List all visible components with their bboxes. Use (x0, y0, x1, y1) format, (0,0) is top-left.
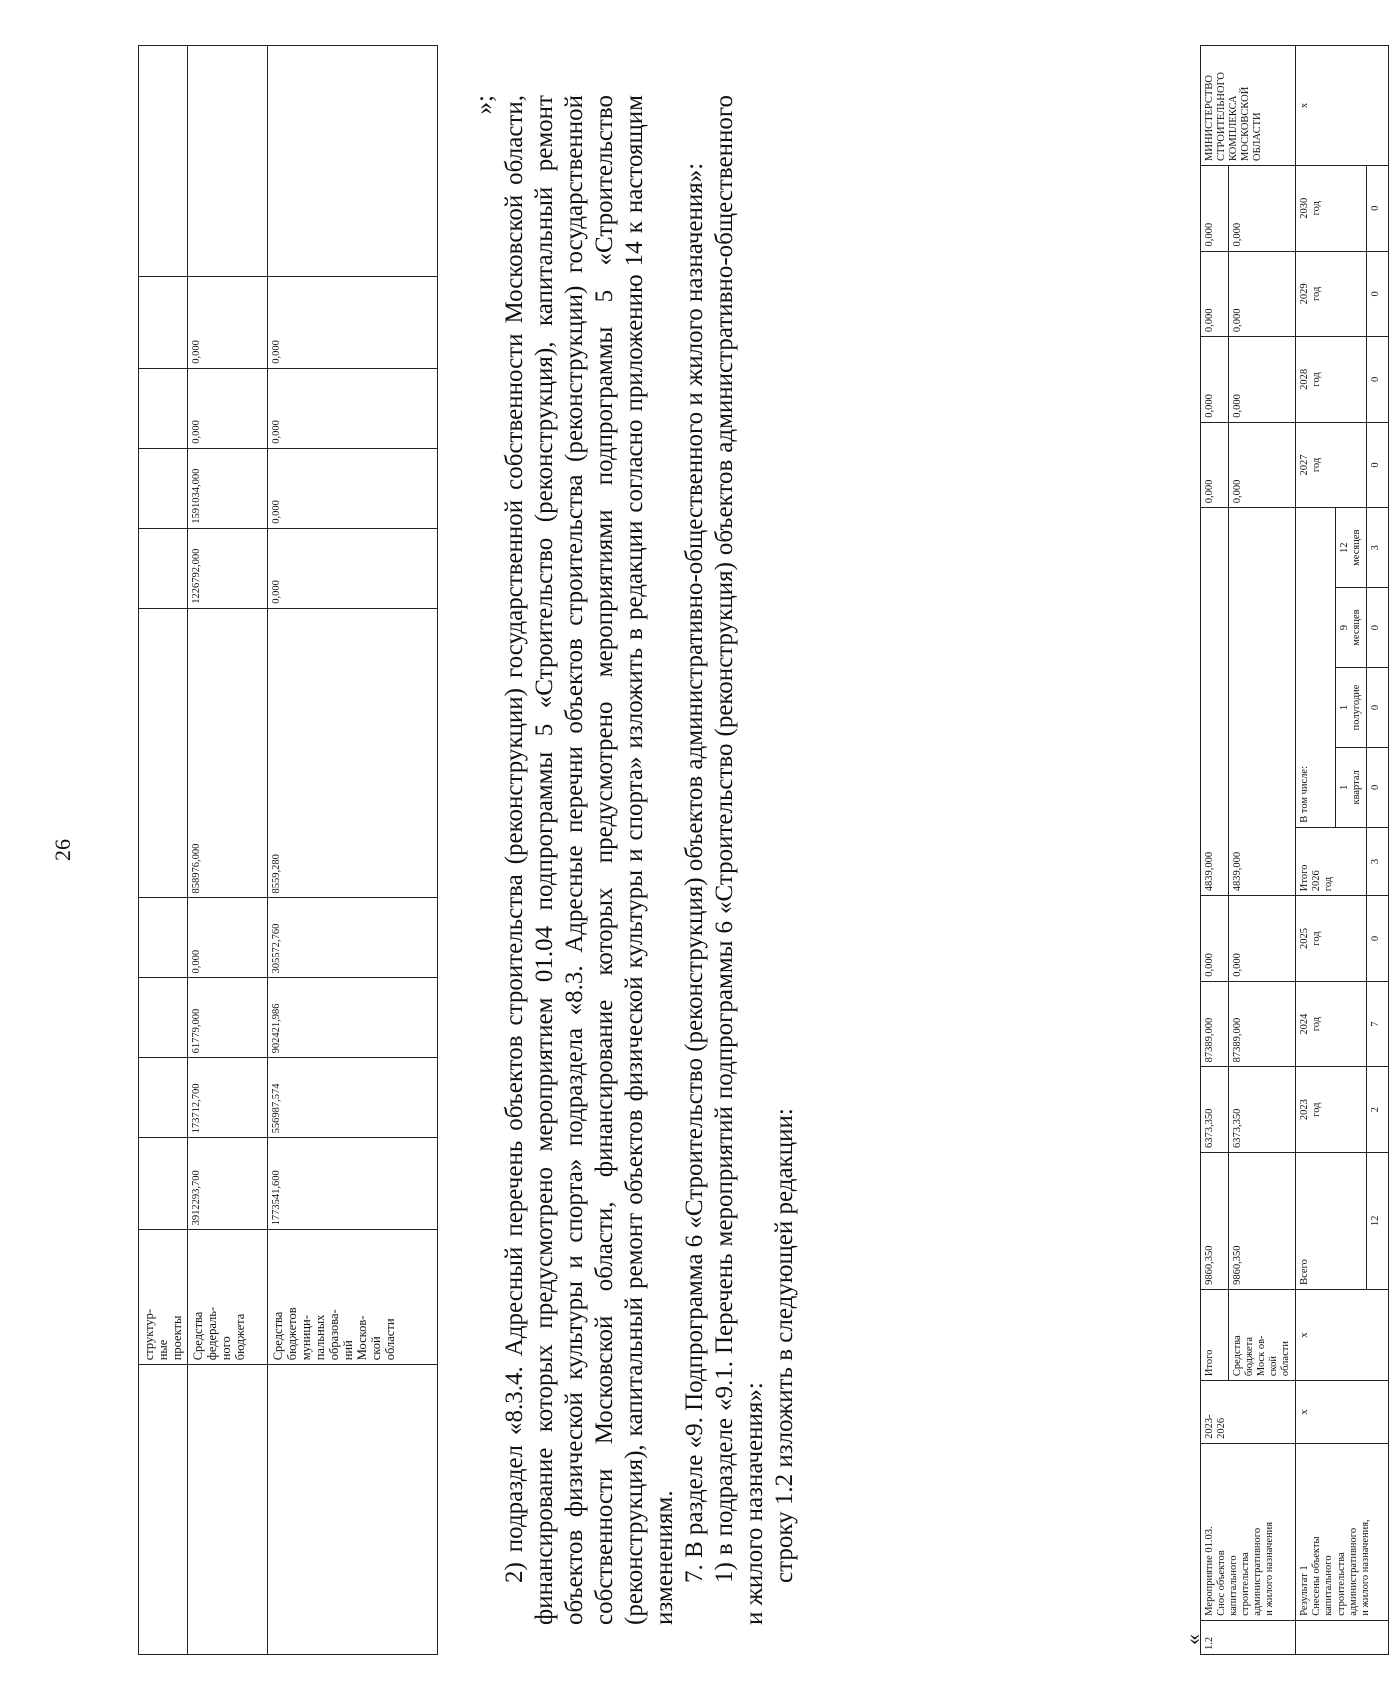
cell-value: 0,000 (1201, 165, 1229, 251)
cell-value: 0,000 (1229, 337, 1296, 423)
cell-value: 0,000 (1229, 422, 1296, 508)
cell-value: 0,000 (1201, 896, 1229, 982)
table-row (268, 46, 438, 1655)
header-cell: 2027 год (1296, 422, 1367, 508)
header-cell: 2030 год (1296, 165, 1367, 251)
table-row (1201, 46, 1229, 1655)
cell-value: 0,000 (1201, 251, 1229, 337)
cell-value: 87389,000 (1229, 981, 1296, 1067)
cell-value: 2 (1367, 1067, 1389, 1153)
cell-value: 8559,280 (268, 608, 438, 898)
result-label: Результат 1 Снесены объекты капитального строительства административного и жилого назначения, (1296, 1443, 1389, 1620)
row-label-struct: структур- ные проекты (139, 1230, 188, 1365)
cell-value: 173712,700 (188, 1058, 268, 1138)
header-cell: 1 полугодие (1336, 668, 1367, 748)
header-cell: 1 квартал (1336, 747, 1367, 827)
top-financing-table (138, 45, 438, 1655)
open-quote: « (1180, 1634, 1205, 1645)
x-mark: x (1296, 1381, 1389, 1444)
total-label: Итого (1201, 1289, 1229, 1380)
row-label-federal: Средства федераль- ного бюджета (188, 1230, 268, 1365)
cell-value: 858976,000 (188, 608, 268, 898)
cell-value: 0 (1367, 165, 1389, 251)
cell-value: 61779,000 (188, 978, 268, 1058)
paragraph: 2) подраздел «8.3.4. Адресный перечень объектов строительства (реконструкции) государственной собственности Московской области, финансирование которых предусмотрено мероприятием 01.04 подпрограммы 5 «Строительство (реконструкция), капитальный ремонт объектов физической культуры и спорта» подраздела «8.3. Адресные перечни объектов строительства (реконструкции) государственной собственности Московской области, финансирование которых предусмотрено мероприятиями подпрограммы 5 «Строительство (реконструкция), капитальный ремонт объектов физической культуры и спорта» изложить в редакции согласно приложению 14 к настоящим изменениям. (501, 95, 678, 1625)
table-row (1296, 46, 1336, 1655)
cell-value: 0,000 (188, 368, 268, 448)
paragraph: 1) в подразделе «9.1. Перечень мероприятий подпрограммы 6 «Строительство (реконструкция) объектов административно-общественного и жилого назначения»: (711, 95, 768, 1625)
cell-value: 87389,000 (1201, 981, 1229, 1067)
x-mark: x (1296, 1289, 1389, 1380)
header-cell: Всего (1296, 1152, 1367, 1289)
cell-value: 0,000 (1201, 422, 1229, 508)
close-quote: »; (471, 95, 498, 115)
row-number: 1.2 (1201, 1620, 1296, 1654)
cell-value: 6373,350 (1229, 1067, 1296, 1153)
cell-value: 0 (1367, 668, 1389, 748)
table-row (188, 46, 268, 1655)
paragraph: 7. В разделе «9. Подпрограмма 6 «Строительство (реконструкция) объектов административно-общественного и жилого назначения»: (681, 162, 708, 1583)
x-mark: x (1296, 46, 1389, 166)
cell-value: 0,000 (188, 276, 268, 368)
cell-value: 1591034,000 (188, 448, 268, 528)
measure-name: Мероприятие 01.03. Снос объектов капитального строительства административного и жилого назначения (1201, 1443, 1296, 1620)
cell-value: 0 (1367, 588, 1389, 668)
body-text (470, 95, 800, 1625)
measures-table (1200, 45, 1389, 1655)
cell-value: 3912293,700 (188, 1138, 268, 1230)
table-row (139, 46, 188, 1655)
header-cell: 2028 год (1296, 337, 1367, 423)
cell-value: 7 (1367, 981, 1389, 1067)
cell-value: 0,000 (268, 448, 438, 528)
cell-value: 0 (1367, 896, 1389, 982)
cell-value: 0,000 (1229, 896, 1296, 982)
cell-value: 902421,986 (268, 978, 438, 1058)
cell-value: 3 (1367, 827, 1389, 895)
header-cell: 2023 год (1296, 1067, 1367, 1153)
paragraph: строку 1.2 изложить в следующей редакции: (771, 1108, 798, 1583)
cell-value: 0,000 (268, 528, 438, 608)
cell-value: 9860,350 (1229, 1152, 1296, 1289)
cell-value: 4839,000 (1201, 508, 1229, 896)
cell-value: 0,000 (188, 898, 268, 978)
cell-value: 1226792,000 (188, 528, 268, 608)
source-label: Средства бюджета Моск ов- ской области (1229, 1289, 1296, 1380)
row-label-municipal: Средства бюджетов муници- пальных образова- ний Москов- ской области (268, 1230, 438, 1365)
cell-value: 1773541,600 (268, 1138, 438, 1230)
header-cell: 2024 год (1296, 981, 1367, 1067)
page-number: 26 (50, 839, 75, 861)
header-cell: 2029 год (1296, 251, 1367, 337)
cell-value: 0,000 (1229, 165, 1296, 251)
cell-value: 3 (1367, 508, 1389, 588)
cell-value: 305572,760 (268, 898, 438, 978)
cell-value: 0 (1367, 747, 1389, 827)
cell-value: 0,000 (268, 276, 438, 368)
header-cell: 12 месяцев (1336, 508, 1367, 588)
cell-value: 6373,350 (1201, 1067, 1229, 1153)
cell-value: 0 (1367, 422, 1389, 508)
header-cell: 2025 год (1296, 896, 1367, 982)
cell-value: 9860,350 (1201, 1152, 1229, 1289)
executor: МИНИСТЕРСТВО СТРОИТЕЛЬНОГО КОМПЛЕКСА МОСКОВСКОЙ ОБЛАСТИ (1201, 46, 1296, 166)
header-cell: В том числе: (1296, 508, 1336, 828)
cell-value: 12 (1367, 1152, 1389, 1289)
cell-value: 0,000 (1229, 251, 1296, 337)
cell-value: 0,000 (268, 368, 438, 448)
header-cell: 9 месяцев (1336, 588, 1367, 668)
cell-value: 0 (1367, 337, 1389, 423)
cell-value: 0 (1367, 251, 1389, 337)
cell-value: 4839,000 (1229, 508, 1296, 896)
cell-value: 0,000 (1201, 337, 1229, 423)
header-cell: Итого 2026 год (1296, 827, 1367, 895)
period: 2023- 2026 (1201, 1381, 1296, 1444)
cell-value: 556987,574 (268, 1058, 438, 1138)
